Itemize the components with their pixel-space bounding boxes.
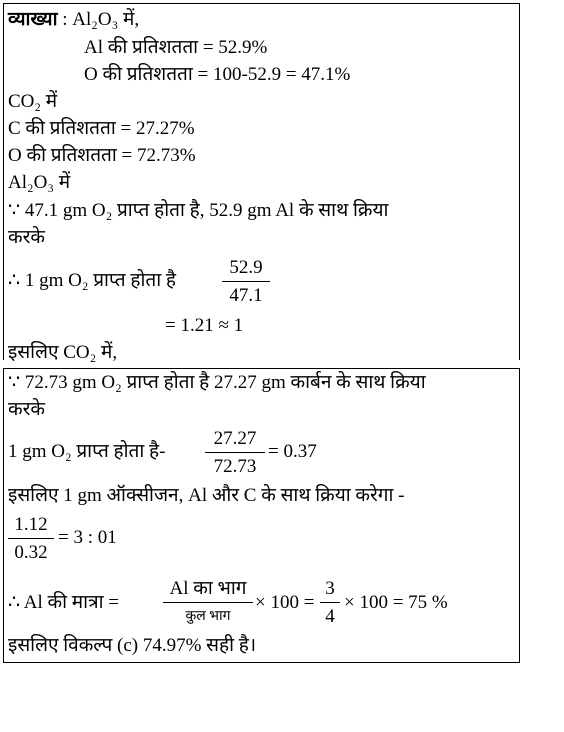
fraction-numerator: Al का भाग [169, 578, 247, 599]
fraction-numerator: 1.12 [14, 514, 48, 535]
fraction-denominator: 72.73 [213, 456, 257, 477]
fraction-denominator: 4 [325, 606, 335, 627]
fraction-denominator: 0.32 [14, 542, 48, 563]
fraction-1-12-over-0-32 [8, 514, 54, 564]
fraction-denominator: 47.1 [229, 285, 263, 306]
solution-frame-bottom [3, 368, 520, 663]
fraction-al-part-over-total [163, 578, 253, 628]
line-result-75-percent: × 100 = 75 % [344, 592, 448, 613]
line-1gm-o2-carbon: 1 gm O₂ प्राप्त होता है- [8, 441, 166, 462]
fraction-3-over-4 [320, 578, 340, 628]
line-answer-option-c: इसलिए विकल्प (c) 74.97% सही है। [8, 635, 257, 656]
fraction-denominator: कुल भाग [185, 609, 231, 624]
line-al-mass-label: ∴ Al की मात्रा = [8, 592, 119, 613]
line-result-0-37: = 0.37 [268, 441, 317, 462]
line-co2-heading: CO₂ में [8, 91, 58, 112]
fraction-52-9-over-47-1 [222, 257, 270, 307]
line-al2o3-heading: Al₂O₃ में [8, 172, 71, 193]
line-c-percent: C की प्रतिशतता = 27.27% [8, 118, 195, 139]
fraction-numerator: 3 [325, 578, 335, 599]
explanation-intro: : Al₂O₃ में, [62, 9, 140, 30]
line-since-al2o3: ∵ 47.1 gm O₂ प्राप्त होता है, 52.9 gm Al के साथ क्रिया [8, 200, 389, 221]
explanation-label: व्याख्या [8, 9, 58, 30]
line-explanation-heading [8, 8, 139, 32]
line-o-percent-co2: O की प्रतिशतता = 72.73% [8, 145, 196, 166]
line-result-1-21: = 1.21 ≈ 1 [165, 315, 244, 336]
line-co2-therefore: इसलिए CO₂ में, [8, 342, 118, 363]
line-karke-1: करके [8, 227, 45, 248]
line-times-100: × 100 = [255, 592, 315, 613]
fraction-numerator: 27.27 [213, 428, 257, 449]
fraction-numerator: 52.9 [229, 257, 263, 278]
line-since-co2: ∵ 72.73 gm O₂ प्राप्त होता है 27.27 gm कार्बन के साथ क्रिया [8, 372, 426, 393]
fraction-27-27-over-72-73 [205, 428, 265, 478]
line-1gm-oxygen-reacts: इसलिए 1 gm ऑक्सीजन, Al और C के साथ क्रिया करेगा - [8, 485, 405, 506]
line-al-percent: Al की प्रतिशतता = 52.9% [84, 37, 268, 58]
line-therefore-1gm: ∴ 1 gm O₂ प्राप्त होता है [8, 270, 176, 291]
line-karke-2: करके [8, 399, 45, 420]
line-o-percent-al2o3: O की प्रतिशतता = 100-52.9 = 47.1% [84, 64, 351, 85]
line-ratio-3-01: = 3 : 01 [58, 527, 117, 548]
